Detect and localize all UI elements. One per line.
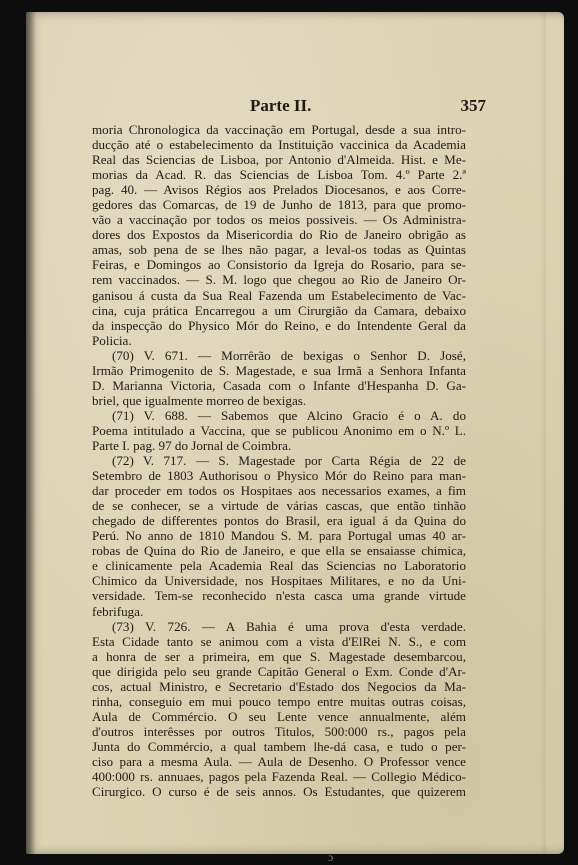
text-line: ciso para a mesma Aula. — Aula de Desenho. O Professor vence xyxy=(92,753,466,769)
text-line: Esta Cidade tanto se animou com a vista d'ElRei N. S., e com xyxy=(92,633,466,649)
text-line: gedores das Comarcas, de 19 de Junho de 1813, para que promo- xyxy=(92,197,466,213)
text-line: Junta do Commércio, a qual tambem lhe-dá casa, e tudo o per- xyxy=(92,738,466,754)
margin-mark: ɔ xyxy=(328,850,334,864)
text-line: morias da Acad. R. das Sciencias de Lisboa Tom. 4.º Parte 2.ª xyxy=(92,167,466,183)
text-line: d'outros interêsses por outros Titulos, 500:000 rs., pagos pela xyxy=(92,723,466,739)
text-line: cos, actual Ministro, e Secretario d'Estado dos Negocios da Ma- xyxy=(92,678,466,694)
text-line: e clinicamente pela Academia Real das Sciencias no Laboratorio xyxy=(92,558,466,574)
text-line: Parte I. pag. 97 do Jornal de Coimbra. xyxy=(92,437,292,453)
text-line: Aula de Commércio. O seu Lente vence annualmente, além xyxy=(92,708,466,724)
header-part-title: Parte II. xyxy=(250,96,312,115)
text-line: Setembro de 1803 Authorisou o Physico Mór do Reino para man- xyxy=(92,468,466,484)
text-line: chegado de differentes pontos do Brasil, era igual á da Quina do xyxy=(92,513,466,529)
text-line: da inspecção do Physico Mór do Reino, e do Intendente Geral da xyxy=(92,317,466,333)
page-edge-shade xyxy=(540,12,546,854)
text-line: moria Chronologica da vaccinação em Portugal, desde a sua intro- xyxy=(92,122,466,137)
running-header xyxy=(226,92,486,116)
book-page xyxy=(26,12,564,864)
text-line: Perú. No anno de 1810 Mandou S. M. para Portugal umas 40 ar- xyxy=(92,528,466,544)
text-line: pag. 40. — Avisos Régios aos Prelados Diocesanos, e aos Corre- xyxy=(92,182,466,198)
page-body-text xyxy=(92,122,466,799)
text-line: robas de Quina do Rio de Janeiro, e que ella se ensaiasse chimica, xyxy=(92,543,466,559)
text-line: Real das Sciencias de Lisboa, por Antonio d'Almeida. Hist. e Me- xyxy=(92,152,466,168)
text-line: rem vaccinados. — S. M. logo que chegou ao Rio de Janeiro Or- xyxy=(92,272,466,288)
note-71-start: (71) V. 688. — Sabemos que Alcino Gracio é o A. do xyxy=(112,407,466,423)
text-line: cina, cuja prática Encarregou a um Cirurgião da Camara, debaixo xyxy=(92,302,466,318)
text-line: Irmão Primogenito de S. Magestade, e sua Irmã a Senhora Infanta xyxy=(92,362,466,378)
text-line: Cirurgico. O curso é de seis annos. Os Estudantes, que quizerem xyxy=(92,784,466,800)
text-line: febrifuga. xyxy=(92,603,144,619)
text-line: ducção até o estabelecimento da Instituição vaccinica da Academia xyxy=(92,137,466,153)
text-line: dores dos Expostos da Misericordia do Rio de Janeiro obrigão as xyxy=(92,227,466,243)
page-number: 357 xyxy=(460,96,486,115)
text-line: vão a vaccinação por todos os meios possiveis. — Os Administra- xyxy=(92,212,466,228)
text-line: briel, que igualmente morreo de bexigas. xyxy=(92,392,307,408)
text-line: D. Marianna Victoria, Casada com o Infante d'Hespanha D. Ga- xyxy=(92,377,466,393)
note-70-start: (70) V. 671. — Morrêrão de bexigas o Senhor D. José, xyxy=(112,347,466,363)
note-73-start: (73) V. 726. — A Bahia é uma prova d'esta verdade. xyxy=(112,618,466,634)
text-line: ganisou á custa da Sua Real Fazenda um Estabelecimento de Vac- xyxy=(92,287,466,303)
page-gutter-shadow xyxy=(26,12,36,854)
note-72-start: (72) V. 717. — S. Magestade por Carta Régia de 22 de xyxy=(112,453,466,469)
text-line: amas, sob pena de se lhes não pagar, a leval-os todas as Quintas xyxy=(92,242,466,258)
text-line: dar proceder em todos os Hospitaes aos necessarios exames, a fim xyxy=(92,483,466,499)
text-line: rinha, conseguio em mui pouco tempo entre muitas outras coisas, xyxy=(92,693,466,709)
text-line: Policia. xyxy=(92,332,132,348)
text-line: Feiras, e Domingos ao Consistorio da Igreja do Rosario, para se- xyxy=(92,257,466,273)
text-line: Poema intitulado a Vaccina, que se publicou Anonimo em o N.º L. xyxy=(92,422,466,438)
text-line: que dirigida pelo seu grande Capitão General o Exm. Conde d'Ar- xyxy=(92,663,466,679)
text-line: Chimico da Universidade, nos Hospitaes Militares, e no da Uni- xyxy=(92,573,466,589)
text-line: versidade. Tem-se reconhecido n'esta casca uma grande virtude xyxy=(92,588,466,604)
text-line: 400:000 rs. annuaes, pagos pela Fazenda Real. — Collegio Médico- xyxy=(92,769,466,785)
text-line: a honra de ser a primeira, em que S. Magestade desembarcou, xyxy=(92,648,466,664)
text-line: de se conhecer, se a virtude de várias cascas, que então tinhão xyxy=(92,498,466,514)
